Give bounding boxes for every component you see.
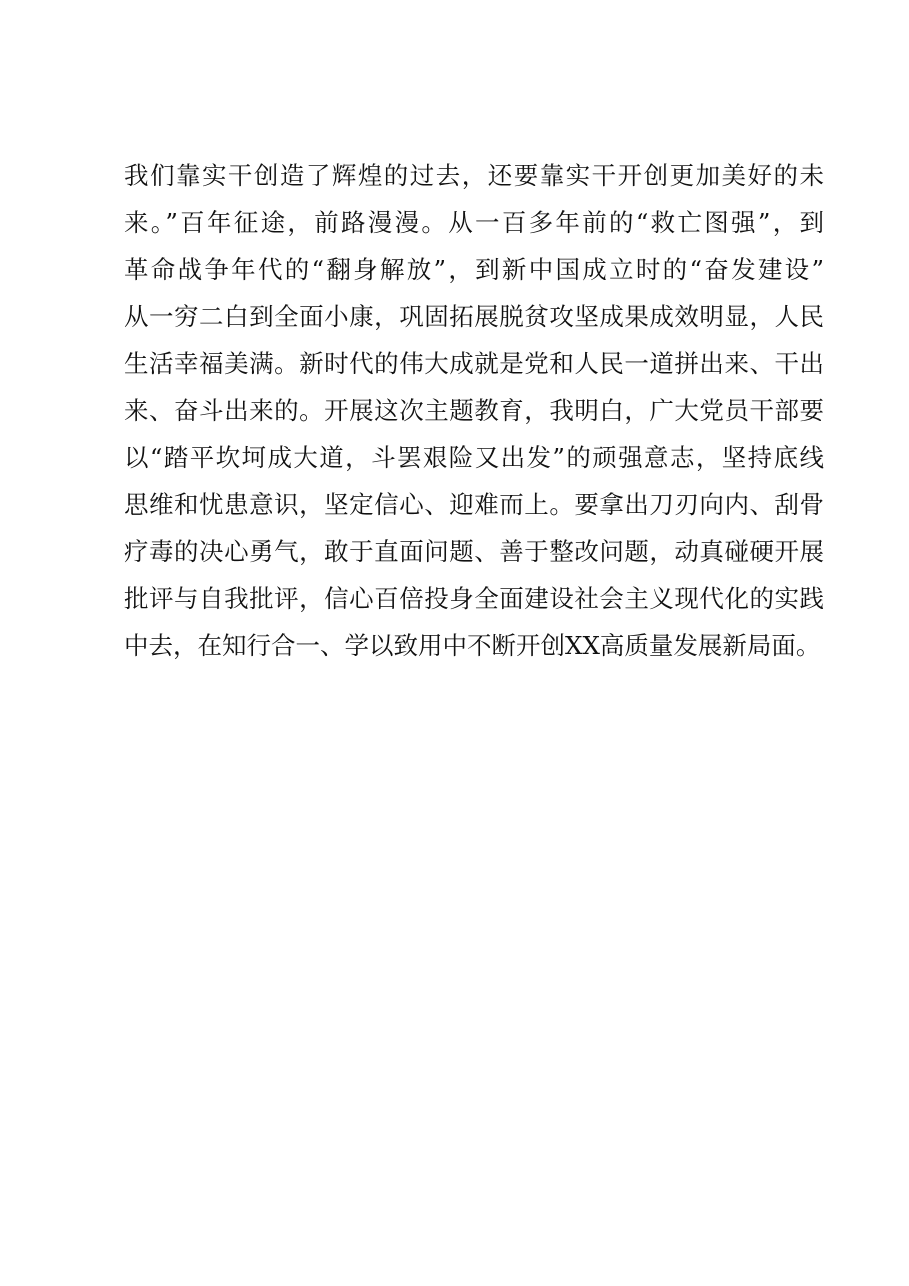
paragraph-line-6: 来、奋斗出来的。开展这次主题教育，我明白，广大党员干部要 bbox=[124, 396, 824, 425]
paragraph-line-1: 我们靠实干创造了辉煌的过去，还要靠实干开创更加美好的未 bbox=[124, 161, 824, 190]
body-paragraph bbox=[124, 161, 824, 678]
paragraph-line-7: 以“踏平坎坷成大道，斗罢艰险又出发”的顽强意志，坚持底线 bbox=[124, 443, 824, 472]
paragraph-line-2: 来。”百年征途，前路漫漫。从一百多年前的“救亡图强”，到 bbox=[124, 208, 824, 237]
paragraph-line-8: 思维和忧患意识，坚定信心、迎难而上。要拿出刀刃向内、刮骨 bbox=[124, 490, 824, 519]
paragraph-line-3: 革命战争年代的“翻身解放”，到新中国成立时的“奋发建设” bbox=[124, 255, 824, 284]
paragraph-line-5: 生活幸福美满。新时代的伟大成就是党和人民一道拼出来、干出 bbox=[124, 349, 824, 378]
paragraph-line-11: 中去，在知行合一、学以致用中不断开创XX高质量发展新局面。 bbox=[124, 631, 821, 660]
paragraph-line-9: 疗毒的决心勇气，敢于直面问题、善于整改问题，动真碰硬开展 bbox=[124, 537, 824, 566]
paragraph-line-10: 批评与自我批评，信心百倍投身全面建设社会主义现代化的实践 bbox=[124, 584, 824, 613]
paragraph-line-4: 从一穷二白到全面小康，巩固拓展脱贫攻坚成果成效明显，人民 bbox=[124, 302, 824, 331]
